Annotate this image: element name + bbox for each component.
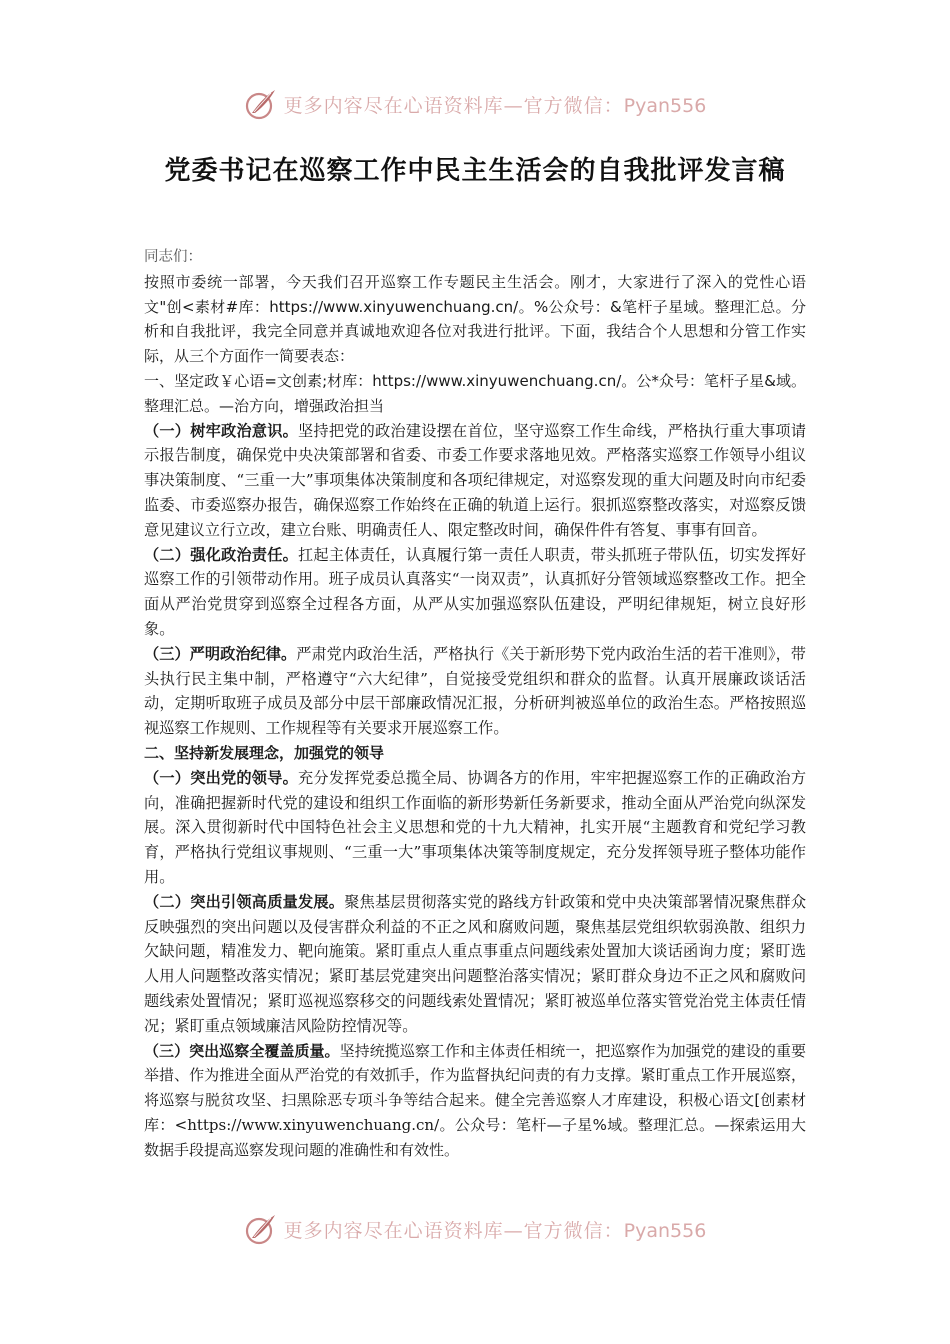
document-title: 党委书记在巡察工作中民主生活会的自我批评发言稿	[164, 156, 786, 186]
paragraph-body: 坚持把党的政治建设摆在首位，坚守巡察工作生命线，严格执行重大事项请示报告制度，确保党中央决策部署和省委、市委工作要求落地见效。严格落实巡察工作领导小组议事决策制度、“三重一大”事项集体决策制度和各项纪律规定，对巡察发现的重大问题及时向市纪委监委、市委巡察办报告，确保巡察工作始终在正确的轨道上运行。狠抓巡察整改落实，对巡察反馈意见建议立行立改，建立台账、明确责任人、限定整改时间，确保件件有答复、事事有回音。	[144, 421, 807, 539]
inline-url: https://www.xinyuwenchuang.cn/	[187, 1115, 440, 1134]
section-2-paragraph-3	[144, 1039, 806, 1163]
section-2-paragraph-1	[144, 766, 806, 890]
paragraph-body-end: 。公众号：笔杆—子星%域。整理汇总。—探索运用大数据手段提高巡察发现问题的准确性和有效性。	[144, 1115, 806, 1159]
section-1-heading: 一、坚定政￥心语=文创素;材库：https://www.xinyuwenchuang.cn/。公*众号：笔杆子星&域。整理汇总。—治方向，增强政治担当	[144, 371, 806, 415]
quill-circle-logo-icon	[244, 87, 278, 121]
quill-circle-logo-icon	[244, 1212, 278, 1246]
paragraph-lead: （二）强化政治责任。	[144, 545, 299, 564]
paragraph-body: 坚持统揽巡察工作和主体责任相统一，把巡察作为加强党的建设的重要举措、作为推进全面从严治党的有效抓手，作为监督执纪问责的有力支撑。紧盯重点工作开展巡察，将巡察与脱贫攻坚、扫黑除恶专项斗争等结合起来。健全完善巡察人才库建设，积极心语文[创素材库：<	[144, 1041, 806, 1134]
section-1-paragraph-1	[144, 419, 806, 543]
paragraph-lead: （三）突出巡察全覆盖质量。	[144, 1041, 340, 1060]
section-1-paragraph-3	[144, 642, 806, 741]
paragraph-lead: （一）突出党的领导。	[144, 768, 299, 787]
watermark-text	[284, 91, 707, 118]
watermark-wechat-id: Pyan556	[623, 1219, 707, 1242]
paragraph-body: 聚焦基层贯彻落实党的路线方针政策和党中央决策部署情况聚焦群众反映强烈的突出问题以及侵害群众利益的不正之风和腐败问题，聚焦基层党组织软弱涣散、组织力欠缺问题，精准发力、靶向施策。紧盯重点人重点事重点问题线索处置加大谈话函询力度；紧盯选人用人问题整改落实情况；紧盯基层党建突出问题整治落实情况；紧盯群众身边不正之风和腐败问题线索处置情况；紧盯巡视巡察移交的问题线索处置情况；紧盯被巡单位落实管党治党主体责任情况；紧盯重点领域廉洁风险防控情况等。	[144, 892, 807, 1035]
paragraph-body: 严肃党内政治生活，严格执行《关于新形势下党内政治生活的若干准则》，带头执行民主集中制，严格遵守“六大纪律”，自觉接受党组织和群众的监督。认真开展廉政谈话活动，定期听取班子成员及部分中层干部廉政情况汇报，分析研判被巡单位的政治生态。严格按照巡视巡察工作规则、工作规程等有关要求开展巡察工作。	[144, 644, 806, 738]
greeting: 同志们：	[144, 249, 202, 265]
section-2-heading: 二、坚持新发展理念，加强党的领导	[144, 743, 385, 762]
watermark-main-text: 更多内容尽在心语资料库—官方微信：	[283, 94, 624, 117]
watermark-wechat-id: Pyan556	[623, 94, 707, 117]
watermark-main-text: 更多内容尽在心语资料库—官方微信：	[283, 1219, 624, 1242]
paragraph-lead: （二）突出引领高质量发展。	[144, 892, 345, 911]
paragraph-body: 充分发挥党委总揽全局、协调各方的作用，牢牢把握巡察工作的正确政治方向，准确把握新时代党的建设和组织工作面临的新形势新任务新要求，推动全面从严治党向纵深发展。深入贯彻新时代中国特色社会主义思想和党的十九大精神，扎实开展“主题教育和党纪学习教育，严格执行党组议事规则、“三重一大”事项集体决策等制度规定，充分发挥领导班子整体功能作用。	[144, 768, 807, 886]
footer-watermark	[0, 1209, 950, 1249]
paragraph-body: 扛起主体责任，认真履行第一责任人职责，带头抓班子带队伍，切实发挥好巡察工作的引领带动作用。班子成员认真落实“一岗双责”，认真抓好分管领域巡察整改工作。把全面从严治党贯穿到巡察全过程各方面，从严从实加强巡察队伍建设，严明纪律规矩，树立良好形象。	[144, 545, 807, 638]
document-body	[144, 245, 806, 1162]
section-2-paragraph-2	[144, 890, 806, 1039]
paragraph-lead: （三）严明政治纪律。	[144, 644, 297, 663]
paragraph-lead: （一）树牢政治意识。	[144, 421, 299, 440]
intro-paragraph: 按照市委统一部署，今天我们召开巡察工作专题民主生活会。刚才，大家进行了深入的党性心语文"创<素材#库：https://www.xinyuwenchuang.cn/。%公众号：&笔杆子星域。整理汇总。分析和自我批评，我完全同意并真诚地欢迎各位对我进行批评。下面，我结合个人思想和分管工作实际，从三个方面作一简要表态：	[144, 272, 806, 366]
header-watermark	[0, 84, 950, 124]
section-1-paragraph-2	[144, 543, 806, 642]
watermark-text	[284, 1216, 707, 1243]
